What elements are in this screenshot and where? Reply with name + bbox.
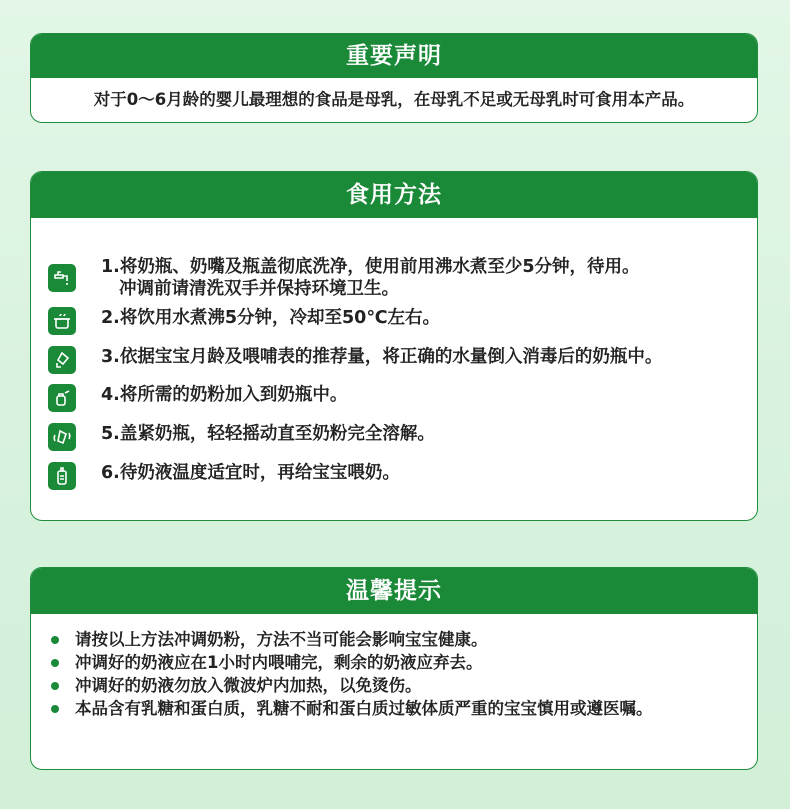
- baby-bottle-icon: [48, 462, 76, 490]
- step-2: [48, 307, 440, 335]
- bullet-icon: [51, 705, 59, 713]
- tips-title: 温馨提示: [31, 568, 757, 614]
- bullet-icon: [51, 636, 59, 644]
- step-1: [48, 256, 640, 300]
- tip-item: [51, 674, 757, 697]
- tips-panel: [30, 567, 758, 770]
- notice-title: 重要声明: [31, 34, 757, 78]
- tip-text: 请按以上方法冲调奶粉，方法不当可能会影响宝宝健康。: [75, 630, 488, 649]
- tip-item: [51, 697, 757, 720]
- step-2-text: 2.将饮用水煮沸5分钟，冷却至50℃左右。: [101, 308, 441, 328]
- usage-title: 食用方法: [31, 172, 757, 218]
- tip-item: [51, 651, 757, 674]
- tip-text: 本品含有乳糖和蛋白质，乳糖不耐和蛋白质过敏体质严重的宝宝慎用或遵医嘱。: [75, 699, 653, 718]
- tip-text: 冲调好的奶液应在1小时内喂哺完，剩余的奶液应弃去。: [75, 653, 483, 672]
- bullet-icon: [51, 659, 59, 667]
- step-3-text: 3.依据宝宝月龄及喂哺表的推荐量，将正确的水量倒入消毒后的奶瓶中。: [101, 347, 663, 367]
- usage-panel: [30, 171, 758, 521]
- notice-text: 对于0～6月龄的婴儿最理想的食品是母乳，在母乳不足或无母乳时可食用本产品。: [93, 90, 695, 109]
- pour-water-icon: [48, 346, 76, 374]
- step-3: [48, 346, 662, 374]
- step-5-text: 5.盖紧奶瓶，轻轻摇动直至奶粉完全溶解。: [101, 424, 435, 444]
- step-4: [48, 384, 347, 412]
- pot-icon: [48, 307, 76, 335]
- step-1-line2: 冲调前请清洗双手并保持环境卫生。: [119, 279, 399, 299]
- notice-panel: [30, 33, 758, 123]
- step-1-line1: 1.将奶瓶、奶嘴及瓶盖彻底洗净，使用前用沸水煮至少5分钟，待用。: [101, 257, 640, 277]
- step-6-text: 6.待奶液温度适宜时，再给宝宝喂奶。: [101, 463, 400, 483]
- step-6: [48, 462, 400, 490]
- step-1-text: [101, 256, 640, 300]
- bullet-icon: [51, 682, 59, 690]
- tip-item: [51, 628, 757, 651]
- add-powder-icon: [48, 384, 76, 412]
- step-4-text: 4.将所需的奶粉加入到奶瓶中。: [101, 385, 348, 405]
- step-5: [48, 423, 435, 451]
- tips-list: [31, 614, 757, 720]
- tip-text: 冲调好的奶液勿放入微波炉内加热，以免烫伤。: [75, 676, 422, 695]
- faucet-icon: [48, 264, 76, 292]
- shake-bottle-icon: [48, 423, 76, 451]
